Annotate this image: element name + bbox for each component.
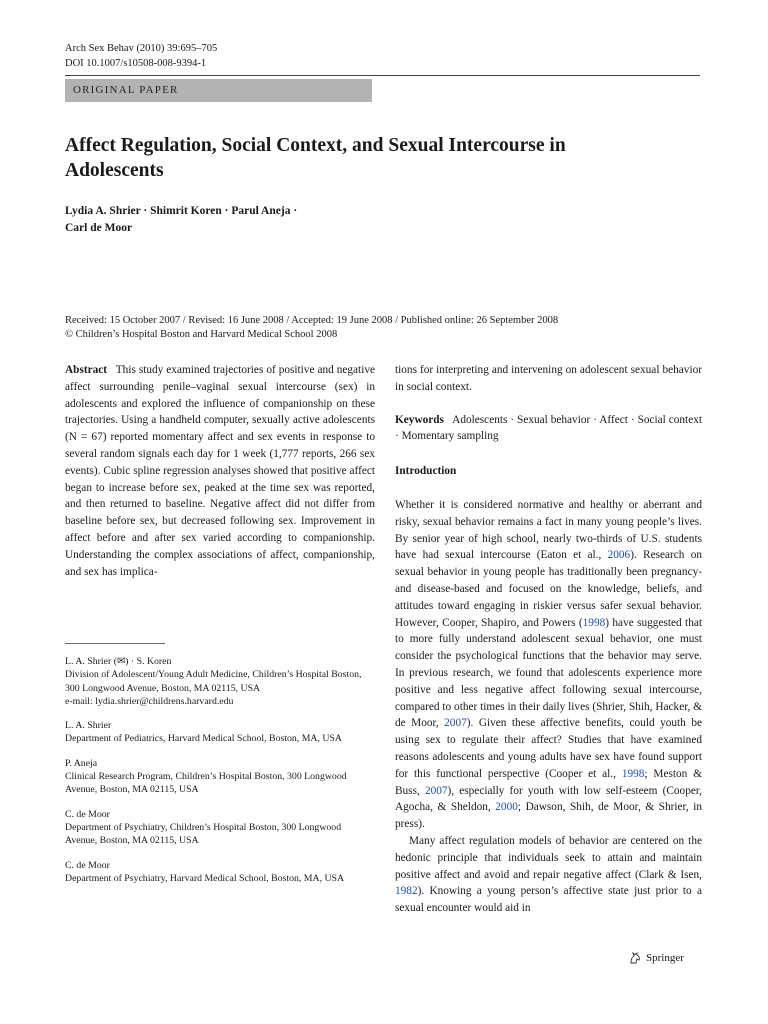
journal-line: Arch Sex Behav (2010) 39:695–705 — [65, 43, 218, 54]
article-title: Affect Regulation, Social Context, and Sexual Intercourse in Adolescents — [65, 135, 566, 181]
citation-link[interactable]: 2006 — [607, 549, 631, 562]
introduction-paragraph-1 — [395, 497, 702, 833]
text-run: ; Dawson, Shih, de Moor, & Shrier, in press). — [395, 801, 702, 831]
abstract-label: Abstract — [65, 364, 108, 376]
text-run: ). Knowing a young person’s affective state just prior to a sexual encounter would aid in — [395, 885, 702, 915]
affiliation-block — [65, 719, 365, 746]
citation-link[interactable]: 1982 — [395, 885, 418, 898]
citation-link[interactable]: 2007 — [444, 717, 467, 730]
affiliation-block — [65, 808, 365, 848]
affiliation-names: C. de Moor — [65, 808, 110, 820]
keywords-label: Keywords — [395, 413, 444, 426]
publisher-name: Springer — [646, 952, 684, 964]
text-run: ). Given these affective benefits, could youth be using sex to regulate their affect? Studies that have examined reasons adolescents and young adults have sex have found support for this functional perspective (Cooper et al., — [395, 717, 702, 780]
affiliation-block — [65, 655, 365, 708]
affiliation-address: Department of Psychiatry, Children’s Hospital Boston, 300 Longwood Avenue, Boston, MA 02115, USA — [65, 821, 342, 847]
affiliation-names: L. A. Shrier (✉) · S. Koren — [65, 656, 172, 667]
header-rule — [65, 75, 700, 76]
citation-link[interactable]: 2000 — [495, 801, 518, 814]
text-run: ), especially for youth with low self-esteem (Cooper, Agocha, & Sheldon, — [395, 784, 702, 814]
left-column — [65, 362, 375, 580]
publisher-footer — [628, 951, 684, 965]
text-run: Whether it is considered normative and healthy or aberrant and risky, sexual behavior remains a fact in many young people’s lives. By senior year of high school, nearly two-thirds of U.S. students have had sexual intercourse (Eaton et al., — [395, 498, 702, 562]
affiliation-names: P. Aneja — [65, 757, 98, 769]
affiliation-names: L. A. Shrier — [65, 720, 112, 732]
citation-link[interactable]: 1998 — [621, 767, 645, 780]
affiliation-address: Department of Pediatrics, Harvard Medical School, Boston, MA, USA — [65, 733, 342, 745]
affiliation-address: Clinical Research Program, Children’s Hospital Boston, 300 Longwood Avenue, Boston, MA 02115, USA — [65, 771, 347, 796]
authors-line-1: Lydia A. Shrier · Shimrit Koren · Parul Aneja · — [65, 205, 298, 217]
text-run: ). Research on sexual behavior in young people has traditionally been pregnancy- and disease-based and focused on the knowledge, beliefs, and attitudes toward engaging in riskier versus safer sexual behavior. However, Cooper, Shapiro, and Powers ( — [395, 549, 702, 629]
text-run: ; Meston & Buss, — [395, 767, 702, 797]
citation-link[interactable]: 2007 — [424, 784, 448, 797]
text-run: ) have suggested that to more fully understand adolescent sexual behavior, one must consider the psychological functions that the behavior may serve. In previous research, we found that adolescents experience more positive and less negative affect following sexual intercourse, compared to other times in their daily lives (Shrier, Shih, Hacker, & de Moor, — [395, 616, 702, 730]
affiliation-address: Department of Psychiatry, Harvard Medical School, Boston, MA, USA — [65, 872, 345, 884]
affiliation-address: Division of Adolescent/Young Adult Medicine, Children’s Hospital Boston, 300 Longwood Avenue, Boston, MA 02115, USA — [65, 669, 362, 694]
citation-link[interactable]: 1998 — [582, 616, 606, 629]
author-list — [65, 203, 365, 236]
publication-history — [65, 314, 705, 342]
corresponding-email[interactable]: e-mail: lydia.shrier@childrens.harvard.edu — [65, 695, 234, 707]
introduction-heading: Introduction — [395, 465, 457, 478]
copyright-line: © Children’s Hospital Boston and Harvard Medical School 2008 — [65, 329, 338, 340]
authors-line-2: Carl de Moor — [65, 221, 133, 234]
abstract — [65, 362, 375, 580]
affiliation-names: C. de Moor — [65, 859, 110, 871]
affiliations — [65, 655, 365, 896]
received-dates: Received: 15 October 2007 / Revised: 16 June 2008 / Accepted: 19 June 2008 / Published online: 26 September 2008 — [65, 315, 559, 326]
springer-horse-icon — [628, 951, 642, 965]
introduction-paragraph-2 — [395, 833, 702, 917]
keywords — [395, 412, 702, 446]
doi-line: DOI 10.1007/s10508-008-9394-1 — [65, 58, 207, 69]
journal-citation — [65, 41, 217, 71]
text-run: Many affect regulation models of behavior are centered on the hedonic principle that individuals seek to attain and maintain positive affect and avoid and repair negative affect (Clark & Isen, — [395, 834, 702, 881]
paper-type-banner: ORIGINAL PAPER — [65, 79, 372, 102]
abstract-continuation: tions for interpreting and intervening on adolescent sexual behavior in social context. — [395, 364, 702, 393]
affiliation-block — [65, 757, 365, 797]
affiliation-block — [65, 859, 365, 886]
abstract-text: This study examined trajectories of positive and negative affect surrounding penile–vaginal sexual intercourse (sex) in adolescents and explored the influence of companionship on these trajectories. Using a handheld computer, sexually active adolescents (N = 67) reported momentary affect and sex events in response to several random signals each day for 1 week (1,777 reports, 266 sex events). Cubic spline regression analyses showed that positive affect began to increase before sex, peaked at the time sex was reported, and then returned to baseline. Negative affect did not differ from baseline before sex, but decreased following sex. Improvement in affect before and after sex varied according to companionship. Understanding the complex associations of affect, companionship, and sex has implica- — [65, 364, 375, 578]
footnote-rule — [65, 643, 165, 644]
keywords-text: Adolescents · Sexual behavior · Affect · Social context · Momentary sampling — [395, 413, 702, 443]
right-column — [395, 362, 702, 917]
